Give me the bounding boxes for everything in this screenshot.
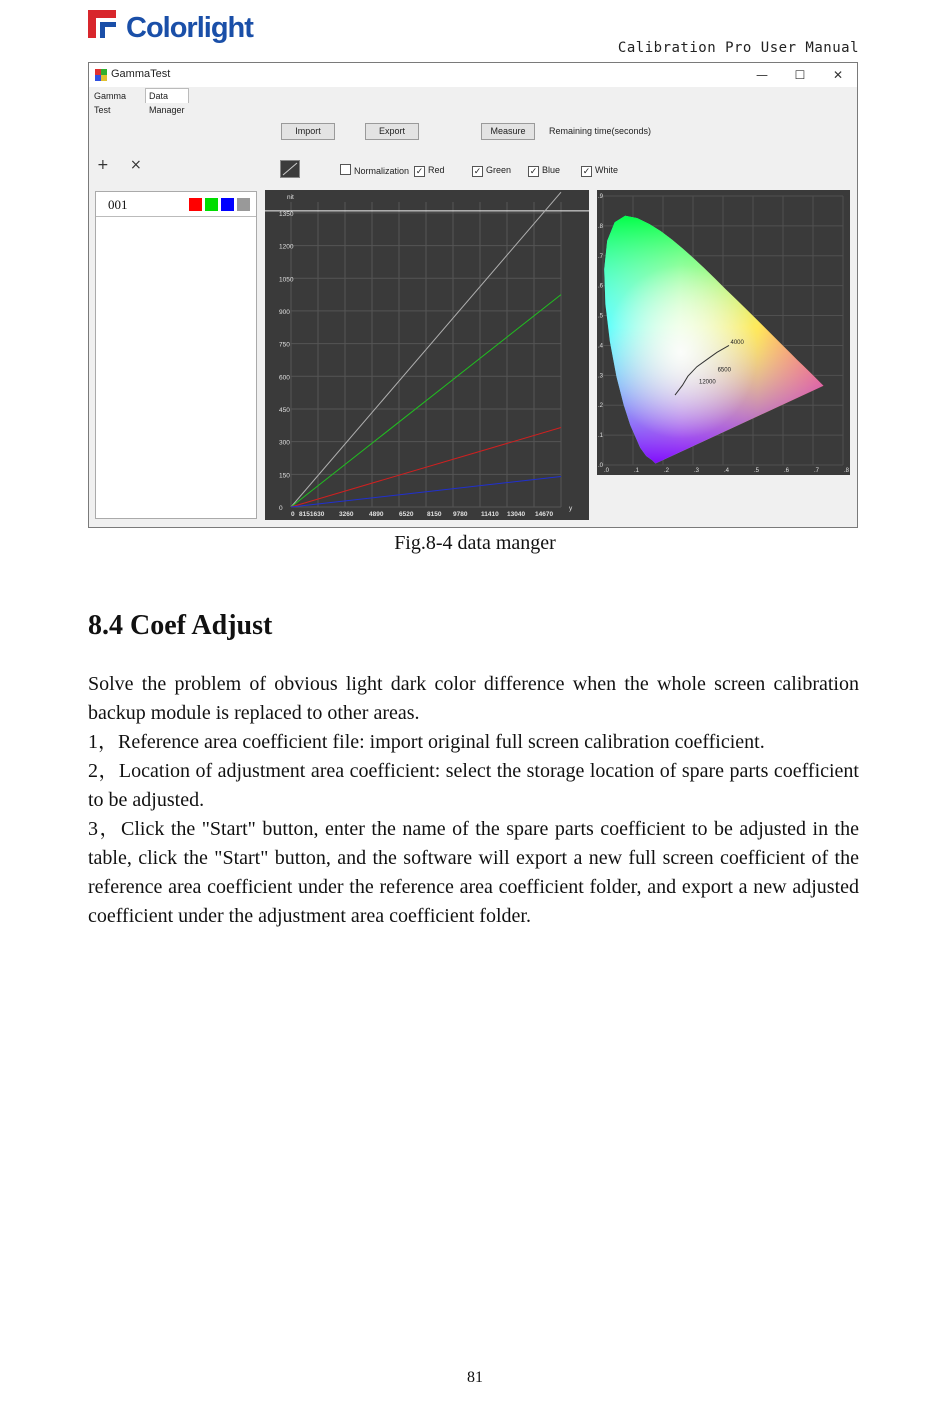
x-tick-label: 14670 [535,511,554,518]
paragraph: 2，Location of adjustment area coefficient: select the storage location of spare parts coefficient to be adjusted. [88,760,859,811]
x-tick-label: 8151630 [299,511,325,518]
add-icon[interactable]: + [97,157,109,173]
x-tick-label: 13040 [507,511,526,518]
curve-style-button[interactable] [280,160,300,178]
paragraph: Solve the problem of obvious light dark color difference when the whole screen calibration backup module is replaced to other areas. [88,673,859,724]
window-title: GammaTest [111,68,171,80]
y-tick-label: 600 [279,374,290,382]
manual-title: Calibration Pro User Manual [617,40,859,56]
y-tick-label: 0 [279,505,283,512]
check-icon: ✓ [415,166,424,176]
x-tick-label: 0 [291,511,295,518]
logo-text: Colorlight [126,12,253,44]
maximize-icon[interactable]: ☐ [794,68,806,82]
measure-button[interactable]: Measure [481,123,535,140]
red-label: Red [428,165,445,175]
curve-icon [281,161,299,177]
blue-checkbox[interactable] [528,164,560,176]
x-tick-label: 11410 [481,511,499,518]
x-tick-label: 6520 [399,511,414,518]
y-tick-label: 750 [279,341,290,349]
blue-swatch [221,198,234,211]
app-icon [95,69,107,81]
x-tick-label: .0 [604,468,610,474]
x-tick-label: 3260 [339,511,354,518]
close-icon[interactable]: ✕ [832,68,844,82]
y-tick-label: .8 [598,223,604,230]
remove-icon[interactable]: × [130,157,142,173]
check-icon: ✓ [529,166,538,176]
chart-background [265,190,589,520]
normalization-checkbox[interactable] [340,164,409,176]
minimize-icon[interactable]: — [756,68,768,82]
x-tick-label: .5 [754,468,760,474]
x-tick-label: 8150 [427,511,442,518]
normalization-label: Normalization [354,166,410,176]
y-tick-label: .0 [598,463,604,469]
window-titlebar [89,63,857,87]
green-checkbox[interactable] [472,164,511,176]
white-swatch [237,198,250,211]
y-tick-label: .1 [598,433,604,440]
cie-chromaticity-chart [597,190,850,475]
x-tick-label: .3 [694,468,700,474]
checkbox-box [340,164,351,175]
red-checkbox[interactable] [414,164,445,176]
y-tick-label: 900 [279,308,290,316]
y-tick-label: 450 [279,406,290,414]
paragraph: 1，Reference area coefficient file: import original full screen calibration coefficient. [88,731,765,753]
remaining-time-label: Remaining time(seconds) [549,126,652,136]
gamma-curve-chart [265,190,589,520]
figure-caption: Fig.8-4 data manger [394,532,556,554]
x-tick-label: 4890 [369,511,384,518]
y-tick-label: .4 [598,343,604,350]
y-tick-label: 1200 [279,243,294,251]
cct-label: 12000 [699,379,716,386]
import-button[interactable]: Import [281,123,335,140]
section-heading: 8.4 Coef Adjust [88,610,273,641]
check-icon: ✓ [473,166,482,176]
x-tick-label: .2 [664,468,670,474]
page-number: 81 [467,1369,483,1386]
y-tick-label: .6 [598,283,604,290]
x-tick-label: .7 [814,468,820,474]
y-tick-label: 1050 [279,276,294,284]
paragraph: 3，Click the "Start" button, enter the name of the spare parts coefficient to be adjusted in the table, click the "Start" button, and the software will export a new full screen coefficient of the reference area coefficient under the reference area coefficient folder, and export a new adjusted coefficient under the adjustment area coefficient folder. [88,818,859,927]
red-swatch [189,198,202,211]
list-item-id: 001 [108,197,128,212]
cct-label: 4000 [730,339,744,346]
x-tick-label: 9780 [453,511,468,518]
data-list-panel [95,191,257,519]
y-tick-label: 300 [279,439,290,447]
y-tick-label: .3 [598,373,604,380]
green-label: Green [486,165,512,175]
x-tick-label: .8 [844,468,850,474]
y-axis-label: nit [287,194,294,201]
tab-gamma-test[interactable]: Gamma Test [94,91,127,115]
y-tick-label: 150 [279,472,290,480]
y-tick-label: .5 [598,313,604,320]
green-swatch [205,198,218,211]
y-tick-label: .7 [598,253,604,260]
white-label: White [595,165,619,175]
tab-data-manager[interactable]: Data Manager [145,88,189,103]
x-tick-label: .4 [724,468,730,474]
x-tick-label: .1 [634,468,640,474]
gammatest-window [88,62,858,528]
list-item[interactable] [96,192,256,217]
blue-label: Blue [542,165,561,175]
export-button[interactable]: Export [365,123,419,140]
cct-label: 6500 [717,367,731,374]
x-tick-label: .6 [784,468,790,474]
check-icon: ✓ [582,166,591,176]
y-tick-label: 1350 [279,210,294,218]
white-checkbox[interactable] [581,164,618,176]
y-tick-label: .2 [598,403,604,410]
y-tick-label: .9 [598,194,604,200]
x-axis-label: y [569,505,573,512]
